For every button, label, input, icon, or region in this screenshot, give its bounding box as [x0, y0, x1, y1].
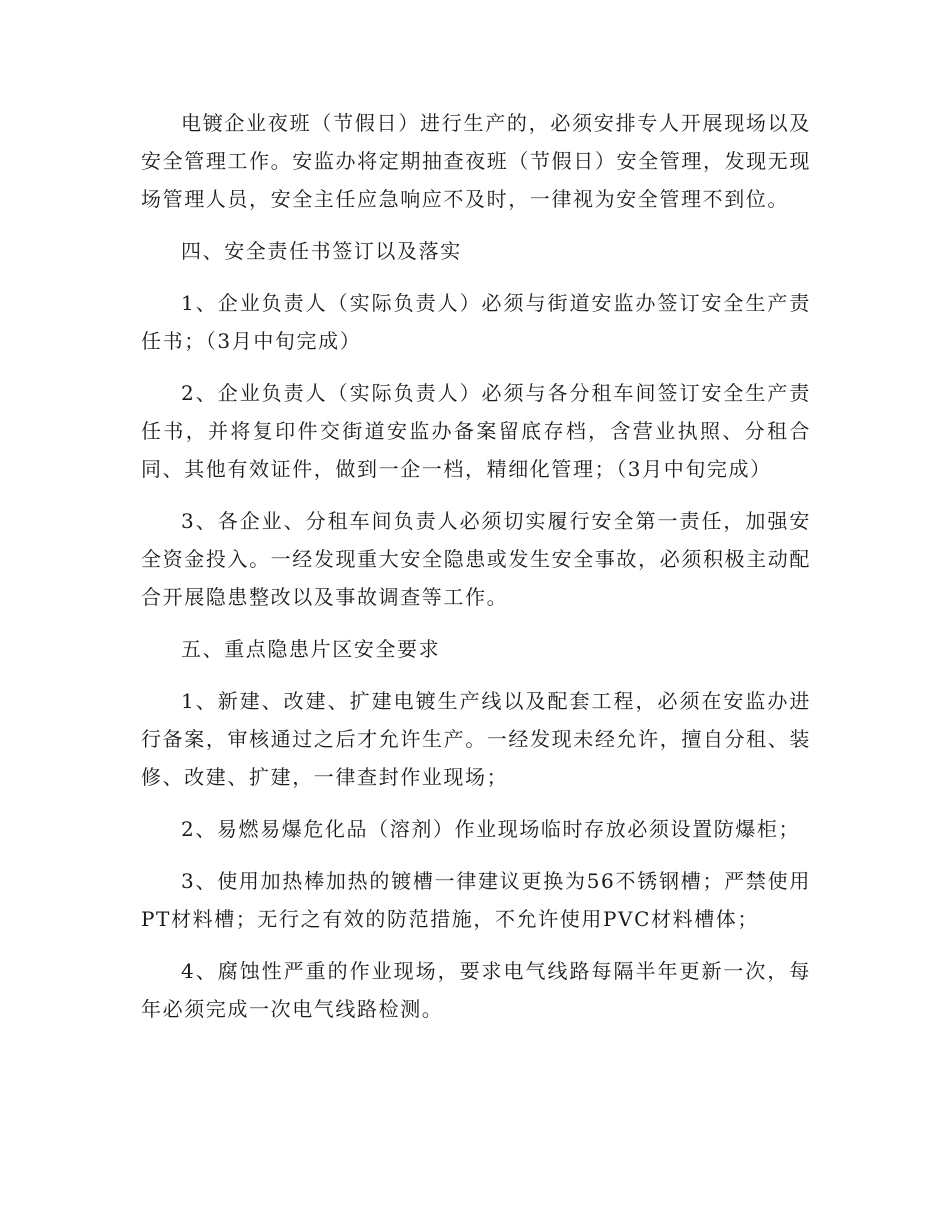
paragraph-5-3: 3、使用加热棒加热的镀槽一律建议更换为56不锈钢槽；严禁使用PT材料槽；无行之有效的防范措施，不允许使用PVC材料槽体；: [141, 869, 811, 931]
paragraph-5-4: 4、腐蚀性严重的作业现场，要求电气线路每隔半年更新一次，每年必须完成一次电气线路检测。: [141, 959, 811, 1021]
section-heading-4: 四、安全责任书签订以及落实: [181, 239, 462, 263]
paragraph-5-1: 1、新建、改建、扩建电镀生产线以及配套工程，必须在安监办进行备案，审核通过之后才允许生产。一经发现未经允许，擅自分租、装修、改建、扩建，一律查封作业现场；: [141, 689, 811, 789]
section-heading-5: 五、重点隐患片区安全要求: [181, 637, 441, 661]
paragraph-4-3: 3、各企业、分租车间负责人必须切实履行安全第一责任，加强安全资金投入。一经发现重大安全隐患或发生安全事故，必须积极主动配合开展隐患整改以及事故调查等工作。: [141, 509, 811, 609]
paragraph-night-shift: 电镀企业夜班（节假日）进行生产的，必须安排专人开展现场以及安全管理工作。安监办将定期抽查夜班（节假日）安全管理，发现无现场管理人员，安全主任应急响应不及时，一律视为安全管理不到位。: [141, 111, 811, 211]
document-body: [141, 104, 811, 1042]
paragraph-5-2: 2、易燃易爆危化品（溶剂）作业现场临时存放必须设置防爆柜；: [181, 817, 801, 841]
paragraph-4-2: 2、企业负责人（实际负责人）必须与各分租车间签订安全生产责任书，并将复印件交街道安监办备案留底存档，含营业执照、分租合同、其他有效证件，做到一企一档，精细化管理；（3月中旬完成）: [141, 381, 811, 481]
paragraph-4-1: 1、企业负责人（实际负责人）必须与街道安监办签订安全生产责任书；（3月中旬完成）: [141, 291, 811, 353]
